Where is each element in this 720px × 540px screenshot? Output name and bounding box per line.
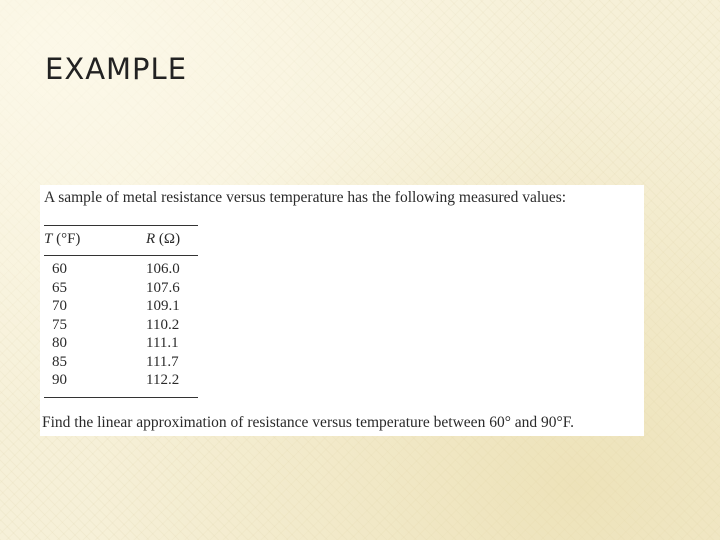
table-top-rule — [44, 225, 198, 226]
data-table-body — [44, 261, 204, 391]
temperature-cell: 80 — [52, 335, 67, 351]
problem-statement: A sample of metal resistance versus temperature has the following measured values: — [44, 189, 567, 206]
table-row — [44, 280, 204, 299]
table-row — [44, 298, 204, 317]
temperature-cell: 90 — [52, 372, 67, 388]
temperature-symbol: T — [44, 231, 53, 247]
table-row — [44, 335, 204, 354]
resistance-cell: 110.2 — [146, 316, 180, 333]
table-row — [44, 261, 204, 280]
resistance-unit: (Ω) — [155, 231, 181, 247]
table-row — [44, 372, 204, 391]
column-header-resistance — [146, 231, 180, 248]
problem-question: Find the linear approximation of resistance versus temperature between 60° and 90°F. — [42, 414, 574, 431]
resistance-cell: 111.7 — [146, 353, 179, 370]
temperature-cell: 60 — [52, 261, 67, 277]
resistance-cell: 107.6 — [146, 279, 180, 296]
resistance-cell: 112.2 — [146, 372, 180, 388]
resistance-cell: 111.1 — [146, 335, 179, 351]
column-header-temperature — [44, 231, 80, 248]
temperature-cell: 75 — [52, 316, 67, 333]
table-header-rule — [44, 255, 198, 256]
temperature-cell: 85 — [52, 353, 67, 370]
table-row — [44, 317, 204, 336]
temperature-unit: (°F) — [52, 231, 81, 247]
temperature-cell: 70 — [52, 298, 67, 314]
textbook-excerpt-image — [40, 185, 644, 436]
slide-title: EXAMPLE — [45, 52, 188, 86]
table-bottom-rule — [44, 397, 198, 398]
table-row — [44, 354, 204, 373]
resistance-symbol: R — [146, 231, 156, 247]
temperature-cell: 65 — [52, 279, 67, 296]
resistance-cell: 106.0 — [146, 261, 180, 277]
resistance-cell: 109.1 — [146, 298, 180, 314]
